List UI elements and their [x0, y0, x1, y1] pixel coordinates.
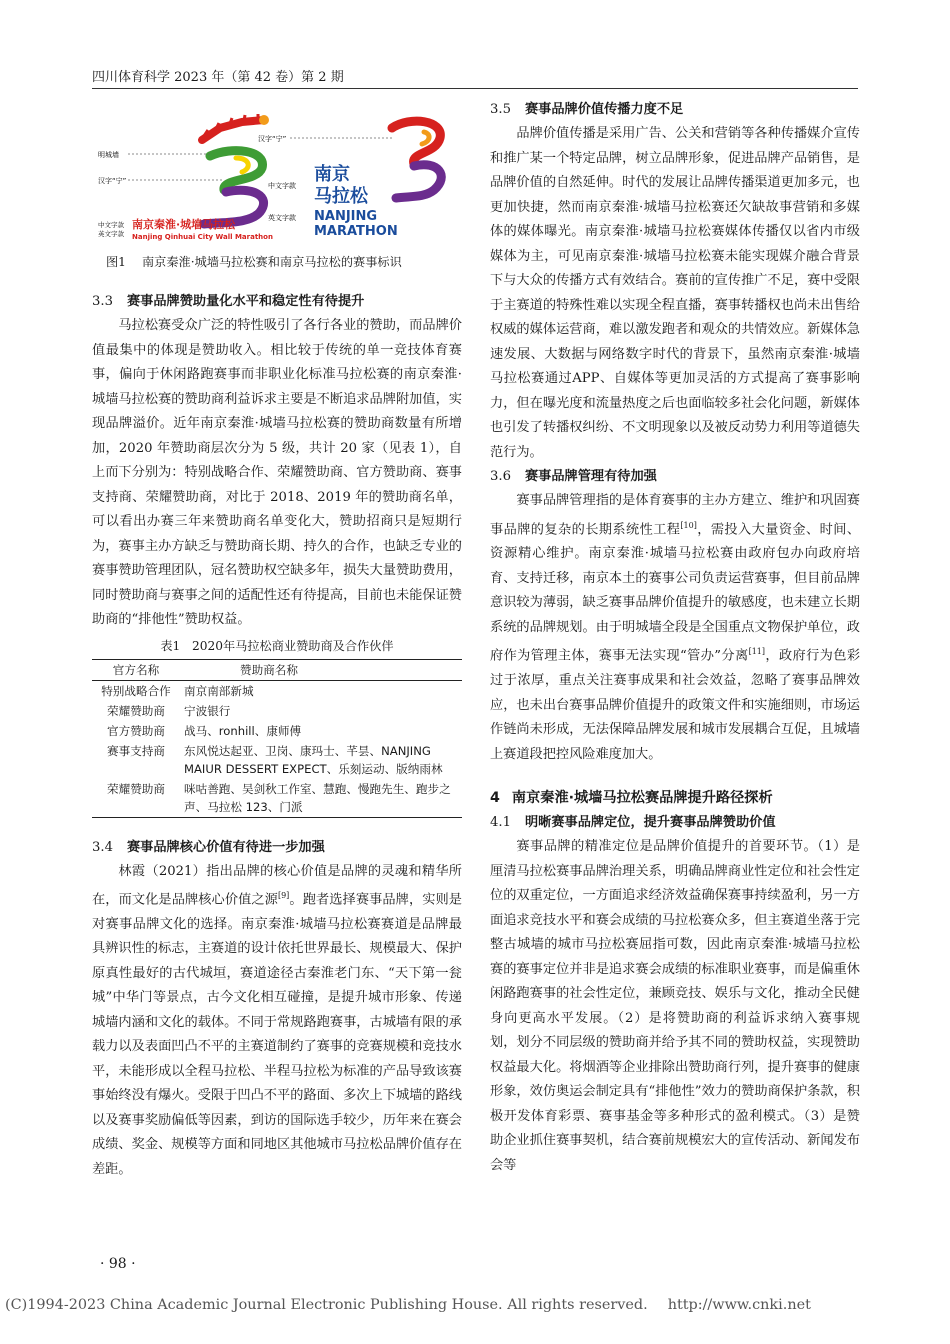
table-label: 表1 [160, 638, 181, 653]
section-3-4-paragraph [92, 860, 462, 1183]
section-3-6-heading [490, 465, 860, 489]
header-rule [92, 88, 858, 89]
section-3-5-heading [490, 98, 860, 122]
label-en-left: 英文字款 [98, 230, 124, 238]
section-title: 南京秦淮·城墙马拉松赛品牌提升路径探析 [511, 790, 773, 807]
section-4-1-heading [490, 811, 860, 835]
table-cell: 赛事支持商 [107, 743, 165, 758]
figure-caption-text: 南京秦淮·城墙马拉松赛和南京马拉松的赛事标识 [141, 255, 402, 269]
text-run: 林霞（2021）指出品牌的核心价值是品牌的灵魂和精华所在，而文化是品牌核心价值之源 [92, 863, 462, 908]
text-run: ，政府行为色彩过于浓厚，重点关注赛事成果和社会效益，忽略了赛事品牌效应，也未出台赛事品牌价值提升的政策文件和实施细则，市场运作链尚未形成，无法保障品牌发展和城市发展耦合互促，且城墙上赛道段把控风险难度加大。 [490, 648, 861, 762]
cnki-url: http://www.cnki.net [667, 1297, 811, 1313]
right-column [490, 98, 860, 1178]
table-header-row [92, 659, 462, 680]
label-zh-right: 中文字款 [268, 182, 296, 190]
table-cell: 咪咕善跑、吴剑秋工作室、慧跑、慢跑先生、跑步之声、马拉松 123、门派 [184, 781, 451, 814]
table-caption-text: 2020年马拉松商业赞助商及合作伙伴 [191, 638, 394, 653]
section-title: 赛事品牌赞助量化水平和稳定性有待提升 [126, 294, 365, 309]
left-column [92, 98, 462, 1182]
citation: [10] [680, 520, 697, 530]
section-number: 4.1 [490, 815, 511, 831]
section-title: 赛事品牌核心价值有待进一步加强 [126, 839, 325, 855]
table-row [92, 721, 462, 741]
section-number: 3.4 [92, 839, 113, 855]
section-3-3-heading [92, 290, 462, 314]
section-3-5-paragraph: 品牌价值传播是采用广告、公关和营销等各种传播媒介宣传和推广某一个特定品牌，树立品牌形象，促进品牌产品销售，是品牌价值的自然延伸。时代的发展让品牌传播渠道更加多元，也更加快捷，然而南京秦淮·城墙马拉松赛还欠缺故事营销和多媒体的媒体曝光。南京秦淮·城墙马拉松赛媒体传播仅以省内市级媒体为主，可见南京秦淮·城墙马拉松赛未能实现媒介融合背景下与大众的传播方式有效结合。赛前的宣传推广不足，赛中受限于主赛道的特殊性难以实现全程直播，赛事转播权也尚未出售给权威的媒体运营商，难以激发跑者和观众的共情效应。新媒体急速发展、大数据与网络数字时代的背景下，虽然南京秦淮·城墙马拉松赛通过APP、自媒体等更加灵活的方式提高了赛事影响力，但在曝光度和流量热度之后也面临较多社会化问题，新媒体也引发了转播权纠纷、不文明现象以及被反动势力利用等道德失范行为。 [490, 126, 860, 460]
logo-right-en1: NANJING [314, 209, 378, 224]
figure-caption [106, 252, 462, 272]
logo-right-zh2: 马拉松 [314, 186, 368, 207]
label-en-right: 英文字款 [268, 214, 296, 222]
figure-logos [92, 98, 462, 248]
section-number: 3.3 [92, 294, 113, 309]
figure-label: 图1 [106, 255, 126, 269]
table-cell: 荣耀赞助商 [107, 703, 165, 718]
table-cell: 南京南部新城 [184, 683, 254, 698]
table-row [92, 779, 462, 818]
copyright-text: (C)1994-2023 China Academic Journal Electronic Publishing House. All rights reserved. [5, 1297, 648, 1313]
text-run: 赛事品牌管理指的是体育赛事的主办方建立、维护和巩固赛事品牌的复杂的长期系统性工程 [490, 493, 860, 537]
section-4-1-paragraph: 赛事品牌的精准定位是品牌价值提升的首要环节。（1）是厘清马拉松赛事品牌治理关系，明确品牌商业性定位和社会性定位的双重定位，一方面追求经济效益确保赛事持续盈利，另一方面追求竞技水平和赛会成绩的马拉松赛众多，但主赛道坐落于完整古城墙的城市马拉松赛屈指可数，因此南京秦淮·城墙马拉松赛的赛事定位并非是追求赛会成绩的标准职业赛事，而是偏重休闲路跑赛事的社会性定位，兼顾竞技、娱乐与文化，推动全民健身向更高水平发展。（2）是将赞助商的利益诉求纳入赛事规划，划分不同层级的赞助商并给予其不同的赞助权益，实现赞助权益最大化。将烟酒等企业排除出赞助商行列，提升赛事的健康形象，效仿奥运会制定具有“排他性”效力的赞助商保护条款，积极开发体育彩票、赛事基金等多种形式的盈利模式。（3）是赞助企业抓住赛事契机，结合赛前规模宏大的宣传活动、新闻发布会等 [490, 839, 860, 1173]
journal-header: 四川体育科学 2023 年（第 42 卷）第 2 期 [92, 70, 344, 85]
logo-right-zh1: 南京 [314, 164, 350, 185]
table-cell: 宁波银行 [184, 703, 231, 718]
label-hanzi-left: 汉字“宁” [98, 177, 127, 185]
section-title: 明晰赛事品牌定位，提升赛事品牌赞助价值 [524, 815, 776, 831]
table-cell: 战马、ronhill、康师傅 [184, 723, 302, 738]
citation: [9] [277, 891, 290, 900]
section-4-heading [490, 785, 860, 811]
table-header: 赞助商名称 [240, 662, 298, 677]
logo-left-zh: 南京秦淮·城墙马拉松 [132, 218, 236, 231]
table-caption [92, 635, 462, 657]
section-number: 4 [490, 790, 500, 807]
table-cell: 特别战略合作 [101, 683, 171, 698]
text-run: 。跑者选择赛事品牌，实则是对赛事品牌文化的选择。南京秦淮·城墙马拉松赛赛道是品牌最具辨识性的标志，主赛道的设计依托世界最长、规模最大、保护原真性最好的古代城垣，赛道途径古秦淮老门东、“天下第一瓮城”中华门等景点，古今文化相互碰撞，是提升城市形象、传递城墙内涵和文化的载体。不同于常规路跑赛事，古城墙有限的承载力以及表面凹凸不平的主赛道制约了赛事的竞赛规模和竞技水平，未能形成以全程马拉松、半程马拉松为标准的产品导致该赛事始终没有爆火。受限于凹凸不平的路面、多次上下城墙的路线以及赛事奖励偏低等因素，到访的国际选手较少，历年来在赛会成绩、奖金、规模等方面和同地区其他城市马拉松品牌价值存在差距。 [92, 892, 462, 1177]
section-3-3-paragraph: 马拉松赛受众广泛的特性吸引了各行各业的赞助，而品牌价值最集中的体现是赞助收入。相比较于传统的单一竞技体育赛事，偏向于休闲路跑赛事而非职业化标准马拉松赛的南京秦淮·城墙马拉松赛的赞助商利益诉求主要是不断追求品牌附加值，实现品牌溢价。近年南京秦淮·城墙马拉松赛的赞助商数量有所增加，2020 年赞助商层次分为 5 级，共计 20 家（见表 1），自上而下分别为：特别战略合作、荣耀赞助商、官方赞助商、赛事支持商、荣耀赞助商，对比于 2018、2019 年的赞助商名单，可以看出办赛三年来赞助商名单变化大，赞助招商只是短期行为，赛事主办方缺乏与赞助商长期、持久的合作，也缺乏专业的赛事赞助管理团队，冠名赞助权空缺多年，损失大量赞助费用，同时赞助商与赛事之间的适配性还有待提高，目前也未能保证赞助商的“排他性”赞助权益。 [92, 318, 462, 627]
sponsor-table [92, 659, 462, 818]
nanjing-marathon-logo [392, 121, 441, 198]
section-3-4-heading [92, 836, 462, 860]
label-hanzi-right: 汉字“宁” [258, 135, 287, 143]
logo-right-en2: MARATHON [314, 224, 398, 239]
section-title: 赛事品牌价值传播力度不足 [524, 102, 684, 117]
label-mingcheng: 明城墙 [98, 151, 119, 159]
section-number: 3.6 [490, 469, 511, 484]
logo-left-en: Nanjing Qinhuai City Wall Marathon [132, 233, 273, 241]
table-row [92, 680, 462, 701]
text-run: ，需投入大量资金、时间、资源精心维护。南京秦淮·城墙马拉松赛由政府包办向政府培育、支持迁移，南京本土的赛事公司负责运营赛事，但目前品牌意识较为薄弱，缺乏赛事品牌价值提升的敏感度，也未建立长期系统的品牌规划。由于明城墙全段是全国重点文物保护单位，政府作为管理主体，赛事无法实现“管办”分离 [490, 521, 861, 664]
table-cell: 荣耀赞助商 [107, 781, 165, 796]
table-row [92, 701, 462, 721]
table-header: 官方名称 [112, 662, 160, 677]
section-title: 赛事品牌管理有待加强 [524, 469, 657, 484]
label-zh-left: 中文字款 [98, 221, 124, 229]
table-row [92, 741, 462, 779]
table-cell: 官方赞助商 [107, 723, 165, 738]
qinhuai-wall-logo [202, 114, 269, 224]
section-number: 3.5 [490, 102, 511, 117]
marathon-logos-image [92, 98, 462, 248]
section-3-6-paragraph [490, 489, 860, 767]
copyright-footer [5, 1297, 811, 1313]
table-cell: 东风悦达起亚、卫岗、康玛士、芊昙、NANJING MAIUR DESSERT EXPECT、乐刻运动、版纳雨林 [184, 743, 443, 776]
page-number: · 98 · [100, 1256, 136, 1272]
citation: [11] [748, 647, 765, 657]
